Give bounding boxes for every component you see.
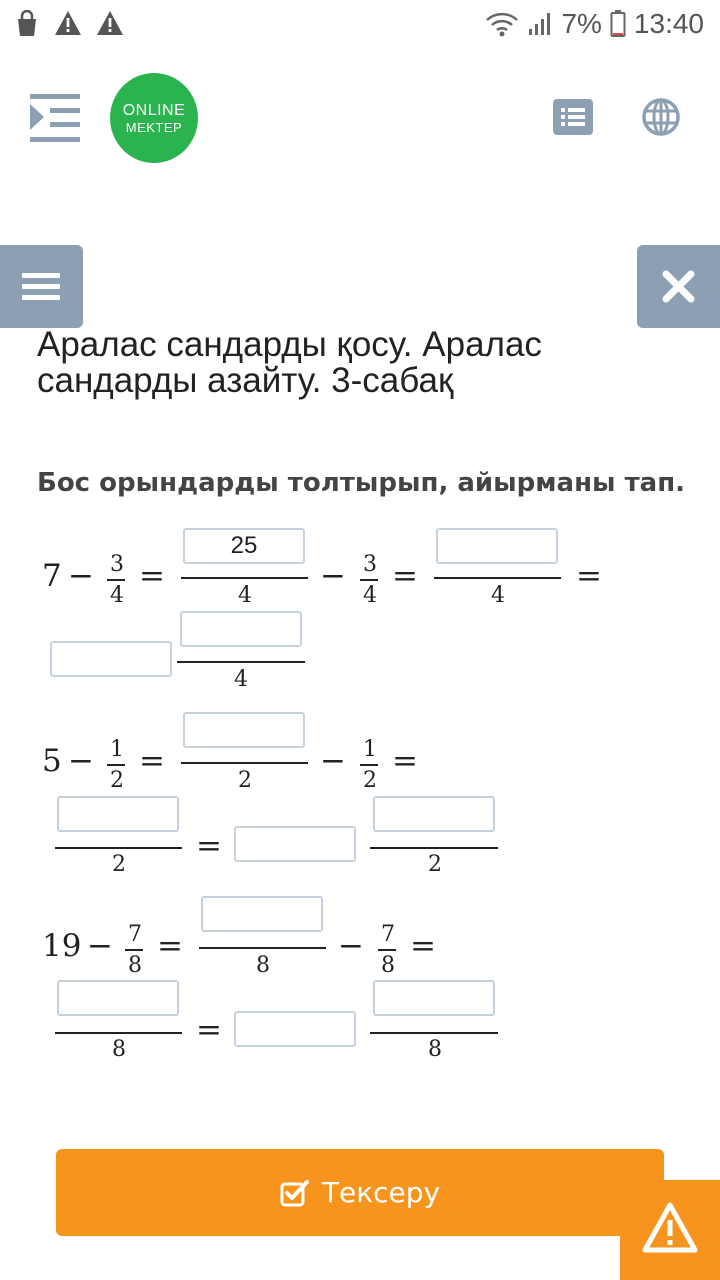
warning-icon <box>96 10 124 36</box>
menu-indent-button[interactable] <box>30 94 82 144</box>
answer-input[interactable]: 25 <box>183 528 305 564</box>
lesson-list-button[interactable] <box>553 99 593 135</box>
answer-input[interactable] <box>57 796 179 832</box>
fraction-denominator: 2 <box>428 852 442 877</box>
clock: 13:40 <box>633 8 704 39</box>
answer-input[interactable] <box>436 528 558 564</box>
fraction-denominator: 8 <box>128 953 142 978</box>
fraction-bar <box>370 847 498 849</box>
side-menu-button[interactable] <box>0 245 83 328</box>
equals-sign: = <box>392 743 418 779</box>
online-mektep-logo[interactable] <box>110 73 198 163</box>
fraction-denominator: 2 <box>112 852 126 877</box>
equals-sign: = <box>139 743 165 779</box>
fraction-denominator: 8 <box>112 1037 126 1062</box>
logo-text-line1: ONLINE <box>122 101 186 119</box>
menu-indent-icon <box>30 94 82 144</box>
minus-sign: − <box>87 928 113 964</box>
minus-sign: − <box>338 928 364 964</box>
fraction-numerator: 3 <box>363 552 377 577</box>
answer-input[interactable] <box>57 980 179 1016</box>
fraction-bar <box>378 949 396 951</box>
fraction-denominator: 2 <box>110 768 124 793</box>
close-button[interactable] <box>637 245 720 328</box>
fraction-denominator: 8 <box>256 953 270 978</box>
check-button-label: Тексеру <box>321 1176 441 1209</box>
wifi-icon <box>485 10 519 38</box>
shopping-bag-icon <box>14 10 40 38</box>
globe-icon <box>641 97 681 137</box>
answer-input[interactable] <box>373 796 495 832</box>
task-instruction: Бос орындарды толтырып, айырманы тап. <box>37 468 686 498</box>
fraction-bar <box>434 577 561 579</box>
fraction-denominator: 4 <box>234 667 248 692</box>
equals-sign: = <box>196 1012 222 1048</box>
fraction-numerator: 1 <box>110 737 124 762</box>
fraction-bar <box>360 764 378 766</box>
equals-sign: = <box>196 828 222 864</box>
status-bar <box>0 0 720 50</box>
check-button[interactable] <box>56 1149 664 1236</box>
fraction-bar <box>55 1032 182 1034</box>
report-problem-button[interactable] <box>620 1180 720 1280</box>
fraction-denominator: 8 <box>428 1037 442 1062</box>
fraction-bar <box>181 762 308 764</box>
minus-sign: − <box>68 743 94 779</box>
fraction-bar <box>107 764 125 766</box>
fraction-denominator: 8 <box>381 953 395 978</box>
whole-number: 5 <box>42 743 62 779</box>
fraction-bar <box>55 847 182 849</box>
fraction-bar <box>125 949 143 951</box>
minus-sign: − <box>320 743 346 779</box>
fraction-bar <box>370 1032 498 1034</box>
equals-sign: = <box>157 928 183 964</box>
answer-input[interactable] <box>180 611 302 647</box>
battery-icon <box>610 10 626 38</box>
equals-sign: = <box>576 558 602 594</box>
fraction-denominator: 4 <box>363 583 377 608</box>
equals-sign: = <box>392 558 418 594</box>
signal-icon <box>527 11 553 37</box>
minus-sign: − <box>320 558 346 594</box>
whole-part-input[interactable] <box>50 641 172 677</box>
answer-input[interactable] <box>201 896 323 932</box>
equals-sign: = <box>410 928 436 964</box>
fraction-denominator: 4 <box>491 583 505 608</box>
close-icon <box>637 245 720 328</box>
answer-input[interactable] <box>373 980 495 1016</box>
battery-percent: 7% <box>561 8 602 39</box>
logo-text-line2: MEKTEP <box>125 119 183 135</box>
fraction-numerator: 7 <box>381 922 395 947</box>
lesson-title: Аралас сандарды қосу. Аралас сандарды азайту. 3-сабақ <box>37 325 542 400</box>
app-header <box>0 50 720 190</box>
fraction-bar <box>181 577 308 579</box>
fraction-denominator: 4 <box>238 583 252 608</box>
fraction-denominator: 2 <box>238 768 252 793</box>
answer-input[interactable] <box>183 712 305 748</box>
hamburger-icon <box>0 245 83 328</box>
minus-sign: − <box>68 558 94 594</box>
fraction-bar <box>177 661 305 663</box>
checkbox-icon <box>280 1179 310 1207</box>
fraction-bar <box>199 947 326 949</box>
equals-sign: = <box>139 558 165 594</box>
fraction-numerator: 7 <box>128 922 142 947</box>
fraction-denominator: 4 <box>110 583 124 608</box>
fraction-numerator: 3 <box>110 552 124 577</box>
whole-number: 7 <box>42 558 62 594</box>
warning-icon <box>54 10 82 36</box>
warning-icon <box>620 1180 720 1280</box>
fraction-denominator: 2 <box>363 768 377 793</box>
whole-part-input[interactable] <box>234 826 356 862</box>
whole-part-input[interactable] <box>234 1011 356 1047</box>
fraction-bar <box>107 579 125 581</box>
fraction-numerator: 1 <box>363 737 377 762</box>
fraction-bar <box>360 579 378 581</box>
language-button[interactable] <box>641 97 681 137</box>
list-icon <box>553 99 593 135</box>
whole-number: 19 <box>42 928 82 964</box>
